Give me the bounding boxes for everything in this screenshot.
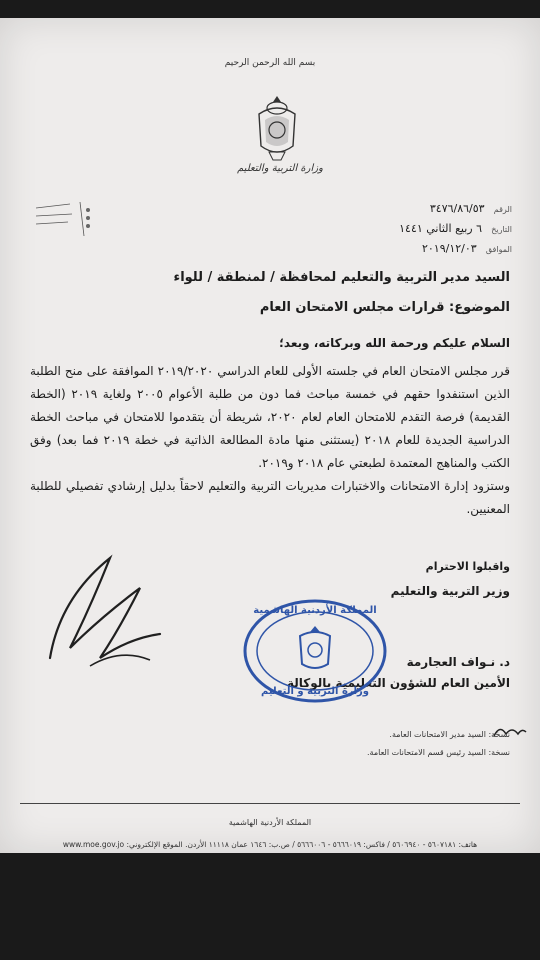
handwritten-signature [30,538,180,678]
ministry-seal [240,596,390,706]
reference-label: الرقم [493,205,512,214]
subject-line: الموضوع: قرارات مجلس الامتحان العام [259,300,510,315]
gregorian-date [352,242,512,255]
letter-page [0,18,540,853]
copy-recipient: نسخة: السيد رئيس قسم الامتحانات العامة. [367,748,510,757]
jordan-coat-of-arms-icon [255,92,299,164]
copy-recipient: نسخة: السيد مدير الامتحانات العامة. [389,730,510,739]
reference-number [352,202,512,215]
reference-value: ٣٤٧٦/٨٦/٥٣ [429,202,485,215]
body-paragraph: قرر مجلس الامتحان العام في جلسته الأولى للعام الدراسي ٢٠١٩/٢٠٢٠ الموافقة على منح الطلبة الذين استنفدوا حقهم في خمسة مباحث فما دون من طلبة الأعوام ٢٠٠٥ ولغاية ٢٠١٩ (الخطة القديمة) فرصة التقدم للامتحان العام لعام ٢٠٢٠، شريطة أن يتقدموا للامتحان في مباحث الخطة الدراسية الجديدة للعام ٢٠١٨ (يستثنى منها مادة المطالعة الذاتية في خطة ٢٠١٩ فما بعد) وفق الكتب والمناهج المعتمدة لطبعتي عام ٢٠١٨ و٢٠١٩. [30,364,511,470]
footer-contact: هاتف: ٥٦٠٧١٨١ - ٥٦٠٦٩٤٠ / فاكس: ٥٦٦٦٠١٩ - ٥٦٦٦٠٠٦ / ص.ب: ١٦٤٦ عمان ١١١١٨ الأردن. الموقع الإلكتروني: www.moe.gov.jo [62,840,478,849]
basmala: بسم الله الرحمن الرحيم [224,58,316,68]
closing-phrase: واقبلوا الاحترام [425,560,510,573]
letter-body [30,360,510,521]
signer-title: وزير التربية والتعليم [390,584,510,598]
footer-divider [20,803,520,804]
date-value: ٦ ربيع الثاني ١٤٤١ [399,222,483,235]
received-stamp-icon [30,196,100,242]
corresponding-label: الموافق [485,245,512,254]
greeting: السلام عليكم ورحمة الله وبركاته، وبعد؛ [279,336,510,350]
footer-country: المملكة الأردنية الهاشمية [228,818,312,827]
ministry-logo-text: وزارة التربية والتعليم [237,163,323,174]
signer-role: الأمين العام للشؤون التعليمية بالوكالة [286,676,510,690]
body-paragraph: وستزود إدارة الامتحانات والاختبارات مديريات التربية والتعليم لاحقاً بدليل إرشادي تفصيلي للطلبة المعنيين. [30,479,510,516]
signer-name: د. نـواف العجارمة [406,655,510,669]
hijri-date [352,222,512,235]
seal-text-bottom: وزارة التربية و التعليم [260,686,370,697]
date-label: التاريخ [491,225,512,234]
seal-text-top: المملكة الأردنية الهاشمية [253,605,377,616]
addressee: السيد مدير التربية والتعليم لمحافظة / لمنطقة / للواء [173,270,510,285]
corresponding-value: ٢٠١٩/١٢/٠٣ [421,242,477,255]
